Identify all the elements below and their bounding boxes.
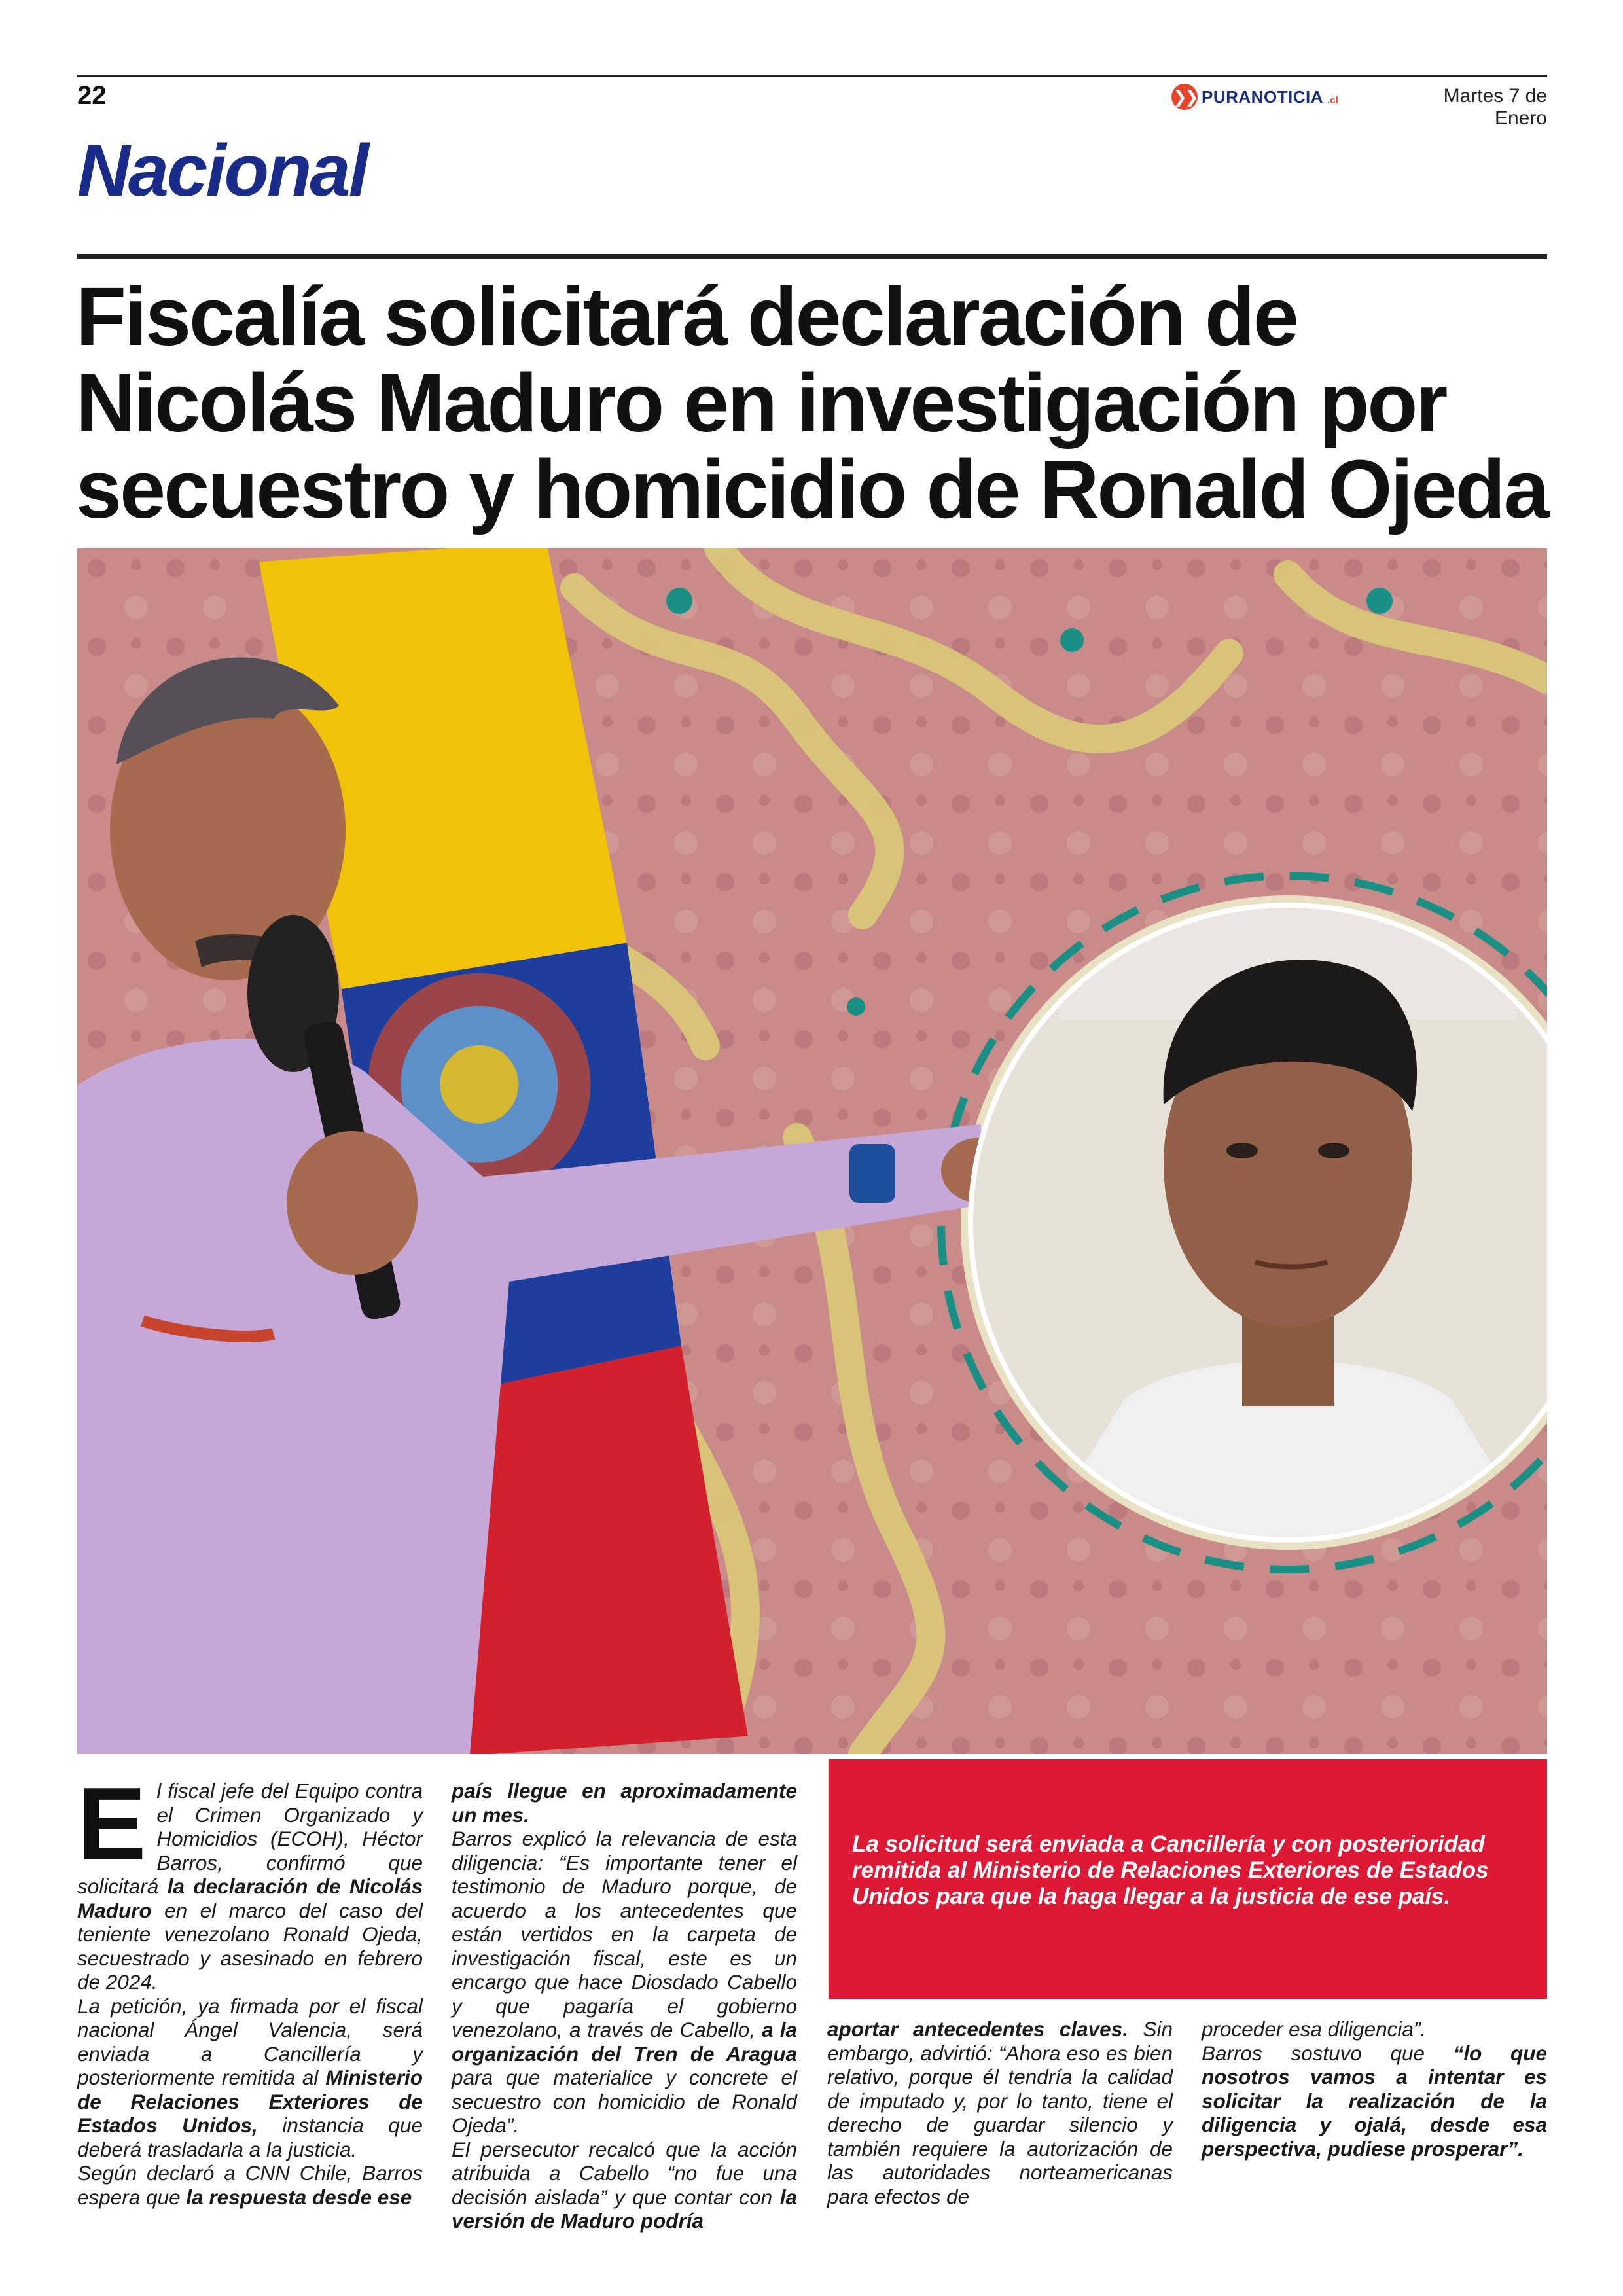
article-photo: [77, 548, 1547, 1754]
drop-cap: E: [77, 1767, 147, 1882]
text-run: instancia que deberá trasladarla a la justicia.: [77, 2113, 423, 2161]
text-run: El persecutor recalcó que la acción atribuida a Cabello “no fue una decisión aislada” y que contar con: [452, 2137, 797, 2209]
lead-paragraph: [77, 1767, 423, 1994]
text-run: la respuesta desde ese: [186, 2185, 412, 2209]
paragraph: [77, 1994, 423, 2162]
section-title[interactable]: Nacional: [77, 130, 367, 211]
text-run: la declaración de Nicolás Maduro: [77, 1874, 423, 1922]
text-run: proceder esa diligencia”.: [1202, 2017, 1427, 2041]
text-run: Ministerio de Relaciones Exteriores de Estados Unidos,: [77, 2066, 423, 2137]
paragraph: [827, 2017, 1173, 2208]
section-rule: [77, 254, 1547, 259]
article-column-2: [452, 1779, 797, 2233]
logo-chevrons-icon: ❯❯: [1171, 84, 1198, 110]
text-run: país llegue en aproximadamente un mes.: [452, 1779, 797, 1827]
text-run: Barros explicó la relevancia de esta diligencia: “Es importante tener el testimonio de Maduro porque, de acuerdo a los antecedentes que están vertidos en la carpeta de investigación fiscal, este es un encargo que hace Diosdado Cabello y que pagaría el gobierno venezolano, a través de Cabello,: [452, 1827, 797, 2041]
article-column-4: [1202, 2017, 1547, 2161]
header-rule: [77, 75, 1547, 77]
page-number: 22: [77, 81, 107, 110]
paragraph: [452, 2138, 797, 2233]
text-run: para que materialice y concrete el secuestro con homicidio de Ronald Ojeda”.: [452, 2066, 797, 2137]
article-headline: Fiscalía solicitará declaración de Nicolás Maduro en investigación por secuestro y homicidio de Ronald Ojeda: [76, 270, 1548, 535]
text-run: Sin embargo, advirtió: “Ahora eso es bien relativo, porque él tendría la calidad de imputado y, por lo tanto, tiene el derecho de guardar silencio y también requiere la autorización de las autoridades norteamericanas para efectos de: [827, 2017, 1173, 2208]
text-run: la versión de Maduro podría: [452, 2185, 797, 2233]
text-run: aportar antecedentes claves.: [827, 2017, 1128, 2041]
text-run: “lo que nosotros vamos a intentar es solicitar la realización de la diligencia y ojalá, desde esa perspectiva, pudiese prosperar”.: [1202, 2041, 1547, 2161]
publication-logo[interactable]: [1171, 84, 1338, 110]
photo-illustration: [77, 548, 1547, 1754]
text-run: Barros sostuvo que: [1202, 2041, 1454, 2065]
paragraph: [452, 1827, 797, 2138]
paragraph: [1202, 2017, 1547, 2041]
paragraph: [452, 1779, 797, 1827]
text-run: La petición, ya firmada por el fiscal nacional Ángel Valencia, será enviada a Cancillería y posteriormente remitida al: [77, 1994, 423, 2089]
article-column-1: [77, 1767, 423, 2209]
text-run: Según declaró a CNN Chile, Barros espera que: [77, 2161, 423, 2209]
logo-suffix: .cl: [1327, 94, 1338, 106]
logo-text: PURANOTICIA: [1202, 86, 1324, 107]
article-column-3: [827, 2017, 1173, 2208]
text-run: en el marco del caso del teniente venezolano Ronald Ojeda, secuestrado y asesinado en febrero de 2024.: [77, 1898, 423, 1994]
paragraph: [77, 2161, 423, 2209]
paragraph: [1202, 2041, 1547, 2161]
pull-quote-box: [829, 1759, 1547, 1999]
pull-quote-text: La solicitud será enviada a Cancillería y con posterioridad remitida al Ministerio de Relaciones Exteriores de Estados Unidos para que la haga llegar a la justicia de ese país.: [852, 1831, 1489, 1909]
text-run: l fiscal jefe del Equipo contra el Crimen Organizado y Homicidios (ECOH), Héctor Barros, confirmó que solicitará: [77, 1779, 423, 1898]
issue-date: Martes 7 de Enero: [1443, 85, 1547, 129]
text-run: a la organización del Tren de Aragua: [452, 2018, 797, 2066]
